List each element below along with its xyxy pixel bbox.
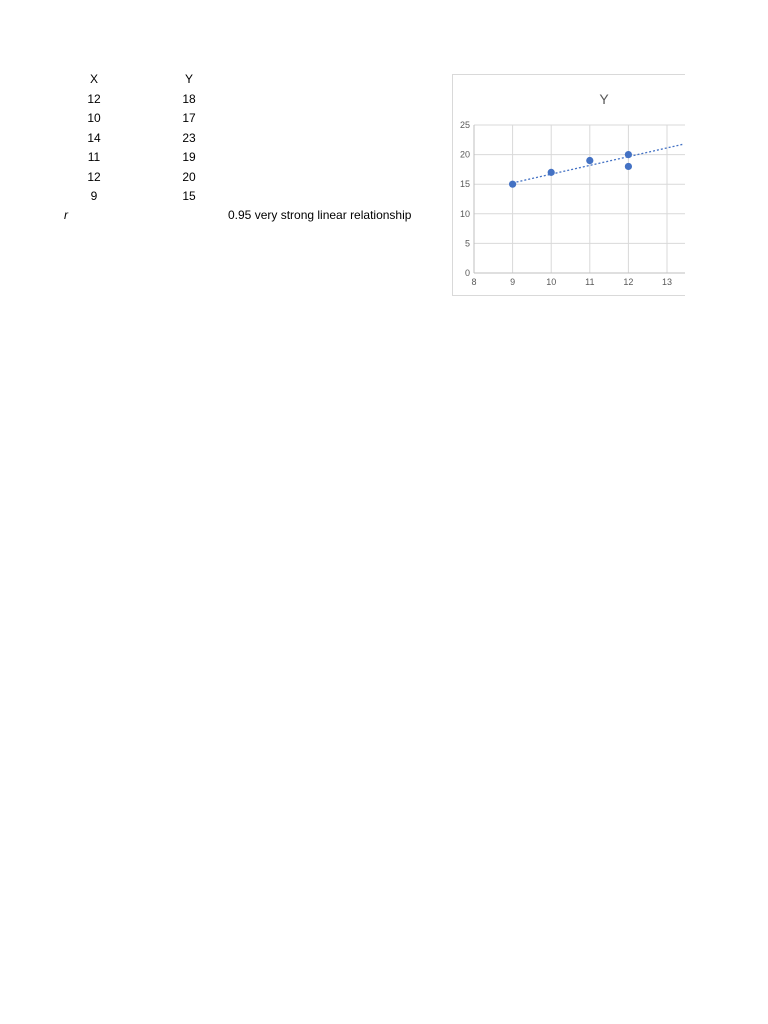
x-tick-label: 8 (471, 277, 477, 287)
data-point (509, 181, 516, 188)
chart-svg (453, 75, 685, 295)
table-cell-y: 17 (182, 111, 196, 126)
y-tick-label: 0 (464, 268, 470, 278)
table-cell-x: 12 (87, 92, 101, 106)
scatter-chart[interactable] (452, 74, 685, 296)
y-tick-label: 5 (464, 238, 470, 249)
table-cell-y: 23 (182, 130, 196, 145)
table-cell-x: 11 (87, 150, 101, 165)
data-point (625, 151, 632, 158)
chart-title: Y (599, 91, 609, 107)
table-cell-x: 14 (87, 130, 101, 145)
table-cell-y: 20 (182, 169, 196, 184)
table-cell-y: 18 (182, 92, 196, 106)
x-tick-label: 10 (546, 277, 557, 287)
data-point (625, 163, 632, 170)
column-header-x: X (89, 72, 98, 86)
data-point (548, 169, 555, 176)
table-cell-y: 19 (182, 150, 196, 165)
y-tick-label: 20 (459, 149, 470, 160)
data-point (586, 157, 593, 164)
table-cell-y: 15 (182, 189, 196, 203)
x-tick-label: 9 (510, 277, 516, 287)
x-tick-label: 13 (661, 277, 673, 287)
y-tick-label: 15 (459, 179, 470, 190)
y-tick-label: 10 (459, 208, 470, 219)
table-cell-x: 9 (90, 189, 98, 203)
r-result: 0.95 very strong linear relationship (228, 208, 412, 222)
x-tick-label: 12 (623, 277, 634, 287)
y-tick-label: 25 (459, 120, 470, 130)
x-tick-label: 11 (585, 277, 595, 287)
r-label: r (64, 208, 68, 222)
table-cell-x: 10 (87, 111, 101, 126)
table-cell-x: 12 (87, 169, 101, 184)
column-header-y: Y (184, 72, 193, 86)
trendline (513, 144, 683, 183)
